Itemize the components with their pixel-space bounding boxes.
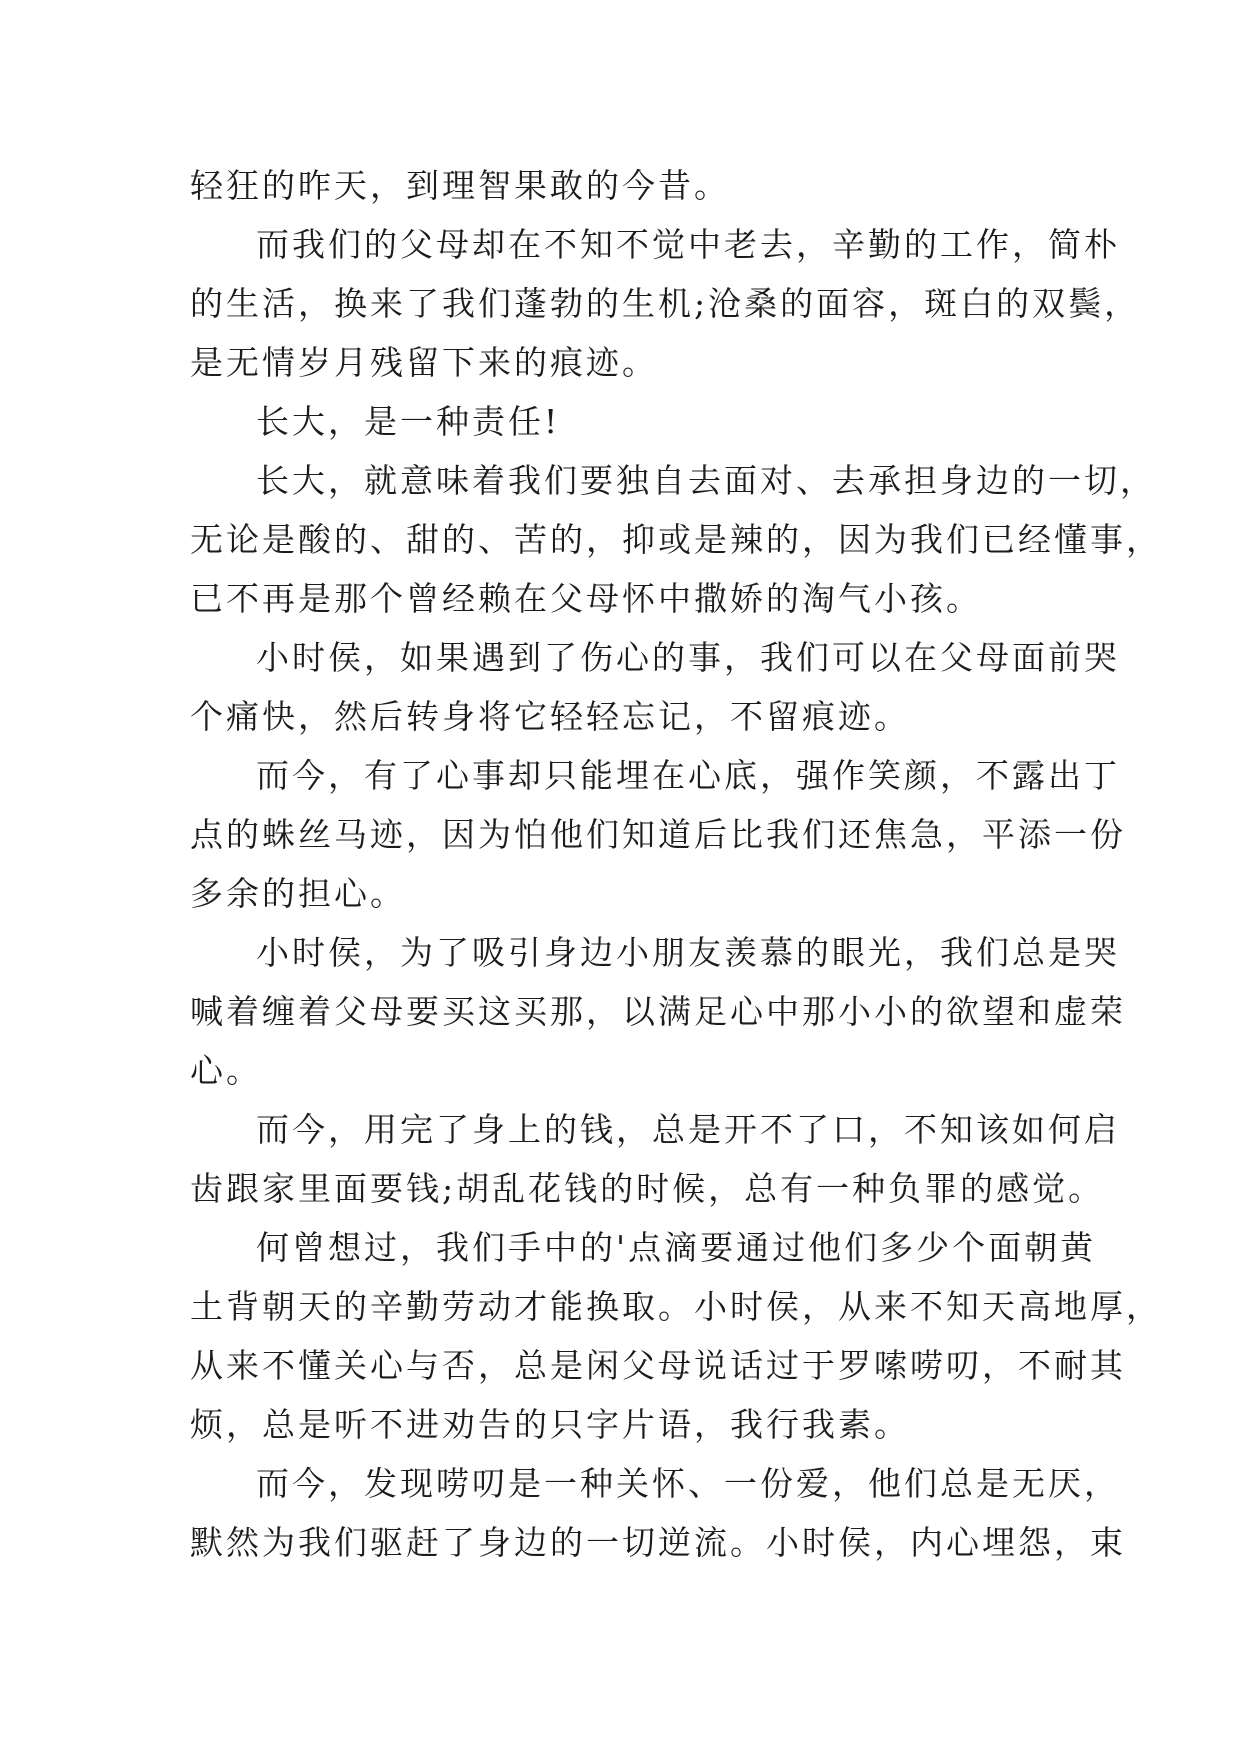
text-line: 无论是酸的、甜的、苦的，抑或是辣的，因为我们已经懂事，	[190, 520, 1162, 559]
paragraph-first-line: 而我们的父母却在不知不觉中老去，辛勤的工作，简朴	[256, 225, 1120, 264]
text-line: 多余的担心。	[190, 874, 406, 913]
text-line: 烦，总是听不进劝告的只字片语，我行我素。	[190, 1405, 910, 1444]
text-line: 已不再是那个曾经赖在父母怀中撒娇的淘气小孩。	[190, 579, 982, 618]
text-line: 轻狂的昨天，到理智果敢的今昔。	[190, 166, 730, 205]
text-line: 的生活，换来了我们蓬勃的生机;沧桑的面容，斑白的双鬓，	[190, 284, 1141, 323]
text-line: 个痛快，然后转身将它轻轻忘记，不留痕迹。	[190, 697, 910, 736]
text-line: 是无情岁月残留下来的痕迹。	[190, 343, 658, 382]
text-line: 从来不懂关心与否，总是闲父母说话过于罗嗦唠叨，不耐其	[190, 1346, 1126, 1385]
text-line: 齿跟家里面要钱;胡乱花钱的时候，总有一种负罪的感觉。	[190, 1169, 1105, 1208]
paragraph-first-line: 长大，是一种责任!	[256, 402, 561, 441]
document-body	[190, 156, 1162, 1572]
text-line: 喊着缠着父母要买这买那，以满足心中那小小的欲望和虚荣	[190, 992, 1126, 1031]
paragraph-first-line: 长大，就意味着我们要独自去面对、去承担身边的一切，	[256, 461, 1156, 500]
paragraph-first-line: 何曾想过，我们手中的'点滴要通过他们多少个面朝黄	[256, 1228, 1097, 1267]
text-line: 点的蛛丝马迹，因为怕他们知道后比我们还焦急，平添一份	[190, 815, 1126, 854]
text-line: 心。	[190, 1051, 262, 1090]
paragraph-first-line: 小时侯，为了吸引身边小朋友羡慕的眼光，我们总是哭	[256, 933, 1120, 972]
paragraph-first-line: 而今，发现唠叨是一种关怀、一份爱，他们总是无厌，	[256, 1464, 1120, 1503]
paragraph-first-line: 小时侯，如果遇到了伤心的事，我们可以在父母面前哭	[256, 638, 1120, 677]
text-line: 土背朝天的辛勤劳动才能换取。小时侯，从来不知天高地厚，	[190, 1287, 1162, 1326]
paragraph-first-line: 而今，用完了身上的钱，总是开不了口，不知该如何启	[256, 1110, 1120, 1149]
paragraph-first-line: 而今，有了心事却只能埋在心底，强作笑颜，不露出丁	[256, 756, 1120, 795]
text-line: 默然为我们驱赶了身边的一切逆流。小时侯，内心埋怨，束	[190, 1523, 1126, 1562]
